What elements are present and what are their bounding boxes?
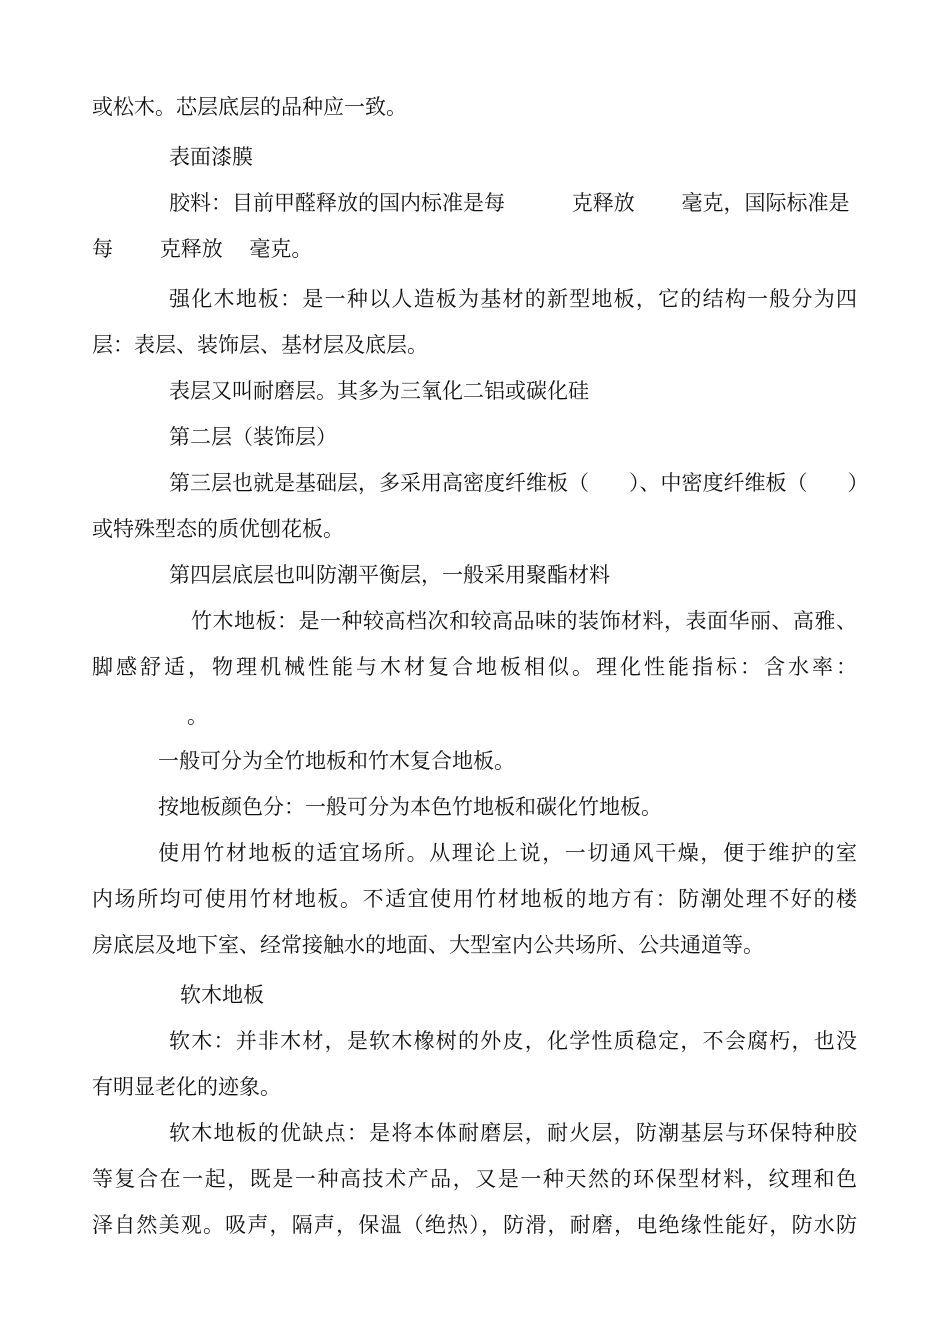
text-line-11: 第四层底层也叫防潮平衡层，一般采用聚酯材料 [169,563,610,587]
text-line-7: 表层又叫耐磨层。其多为三氧化二铝或碳化硅 [169,379,589,403]
text-line-22: 有明显老化的迹象。 [92,1075,281,1099]
text-line-14: 。 [187,704,208,728]
text-line-4: 每 克释放 毫克。 [92,237,313,261]
text-line-16: 按地板颜色分：一般可分为本色竹地板和碳化竹地板。 [158,795,662,819]
text-line-1: 或松木。芯层底层的品种应一致。 [92,95,407,119]
text-line-25: 泽自然美观。吸声，隔声，保温（绝热），防滑，耐磨，电绝缘性能好，防水防 [92,1213,857,1237]
text-line-3: 胶料：目前甲醛释放的国内标准是每 克释放 毫克，国际标准是 [169,191,850,215]
text-line-8: 第二层（装饰层） [169,425,337,449]
text-line-9: 第三层也就是基础层，多采用高密度纤维板（ ）、中密度纤维板（ ） [169,471,869,495]
text-line-15: 一般可分为全竹地板和竹木复合地板。 [158,749,515,773]
text-line-12: 竹木地板：是一种较高档次和较高品味的装饰材料，表面华丽、高雅、 [191,609,857,633]
text-line-6: 层：表层、装饰层、基材层及底层。 [92,333,428,357]
text-line-21: 软木：并非木材，是软木橡树的外皮，化学性质稳定，不会腐朽，也没 [169,1029,857,1053]
text-line-23: 软木地板的优缺点：是将本体耐磨层，耐火层，防潮基层与环保特种胶 [169,1121,857,1145]
text-line-19: 房底层及地下室、经常接触水的地面、大型室内公共场所、公共通道等。 [92,933,764,957]
text-line-2: 表面漆膜 [169,145,253,169]
text-line-18: 内场所均可使用竹材地板。不适宜使用竹材地板的地方有：防潮处理不好的楼 [92,887,857,911]
text-line-13: 脚感舒适，物理机械性能与木材复合地板相似。理化性能指标：含水率： [92,655,857,679]
text-line-10: 或特殊型态的质优刨花板。 [92,517,344,541]
text-line-20: 软木地板 [180,983,264,1007]
text-line-24: 等复合在一起，既是一种高技术产品，又是一种天然的环保型材料，纹理和色 [92,1167,857,1191]
text-line-17: 使用竹材地板的适宜场所。从理论上说，一切通风干燥，便于维护的室 [158,841,857,865]
text-line-5: 强化木地板：是一种以人造板为基材的新型地板，它的结构一般分为四 [169,287,857,311]
